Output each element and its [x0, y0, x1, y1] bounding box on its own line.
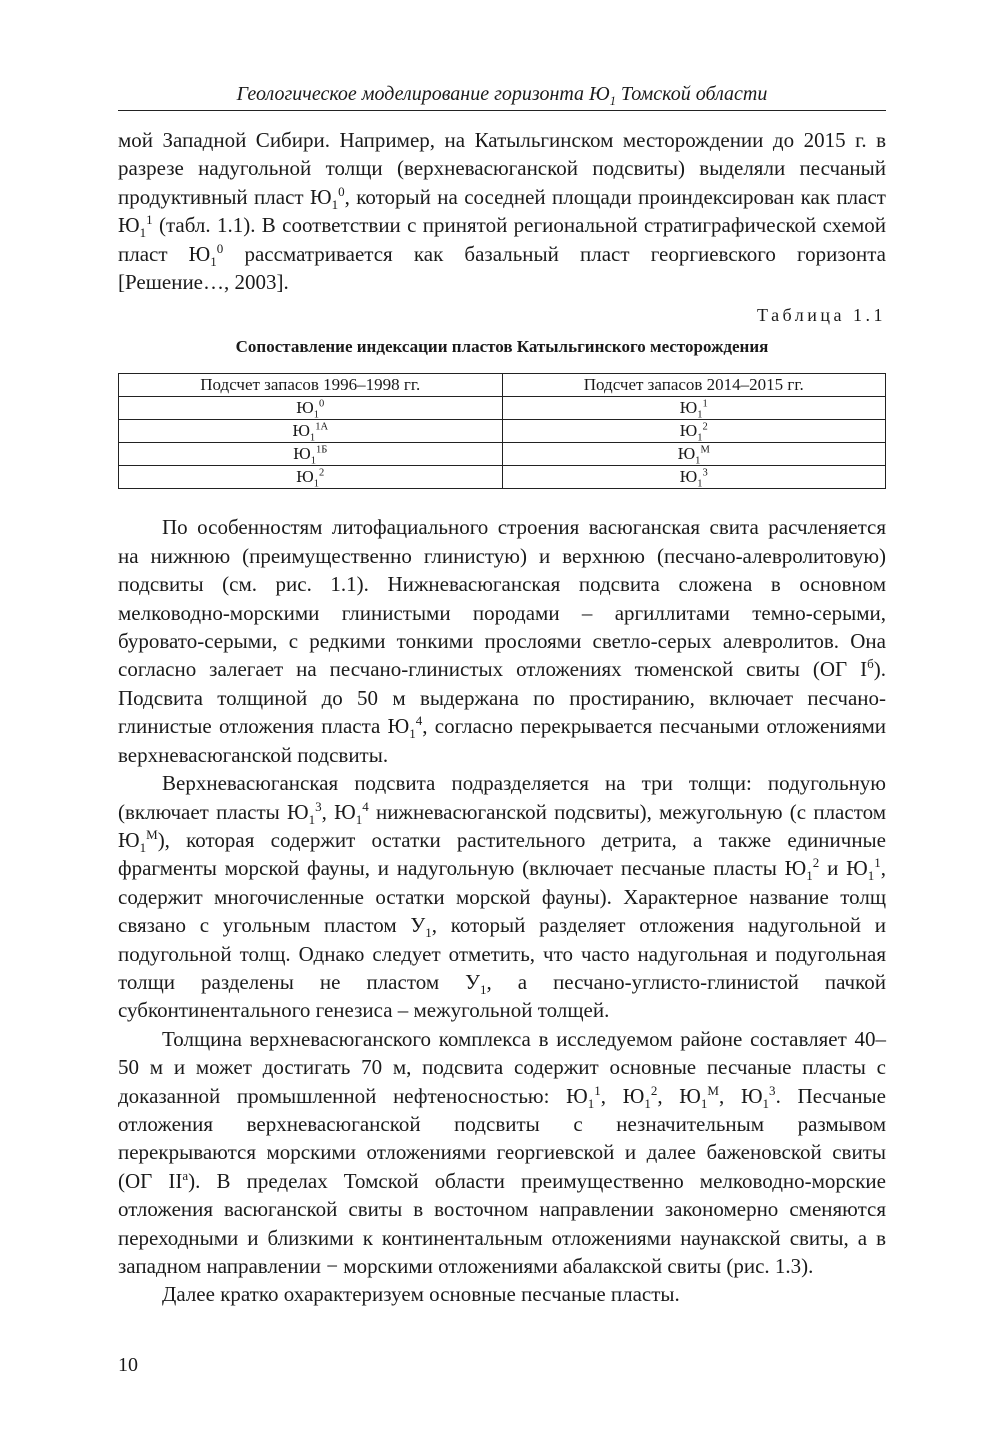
table-cell — [502, 397, 886, 420]
cell-superscript: 2 — [318, 467, 325, 479]
text-run: , который на соседней площади проиндексирован как пласт Ю — [118, 184, 886, 238]
paragraph-intro — [118, 126, 886, 296]
cell-superscript: 1 — [702, 398, 708, 410]
subscript: 1 — [867, 868, 875, 884]
text-run: (табл. 1.1). В соответствии с принятой региональной стратиграфической схемой пласт Ю — [118, 213, 886, 266]
cell-base: Ю — [677, 444, 696, 464]
superscript: 1 — [594, 1082, 601, 1098]
cell-subscript: 1 — [697, 478, 703, 490]
superscript: 2 — [650, 1082, 658, 1098]
text-run: и Ю — [819, 856, 868, 881]
text-run: ). Подсвита толщиной до 50 м выдержана по простиранию, включает песчано-глинистые отложения пласта Ю — [118, 657, 886, 739]
running-header-subscript: 1 — [609, 94, 616, 108]
text-run: ), которая содержит остатки растительного детрита, а также единичные фрагменты морской фауны, и надугольную (включает песчаные пласты Ю — [118, 827, 886, 881]
subscript: 1 — [479, 982, 487, 998]
cell-subscript: 1 — [309, 432, 316, 444]
table-cell — [119, 443, 503, 466]
text-run: , Ю — [600, 1083, 645, 1108]
subscript: 1 — [355, 811, 363, 827]
subscript: 1 — [308, 811, 316, 827]
text-run: . Песчаные отложения верхневасюганской подсвиты с незначительным размывом перекрываются морскими отложениями георгиевской и далее баженовской свиты (ОГ II — [118, 1083, 886, 1193]
table-cell — [502, 420, 886, 443]
subscript: 1 — [700, 1095, 708, 1111]
table-row — [119, 420, 886, 443]
text-run: , а песчано-углисто-глинистой пачкой субконтинентального генезиса – межугольной толщей. — [118, 969, 886, 1023]
cell-base: Ю — [679, 421, 698, 441]
table-row — [119, 443, 886, 466]
subscript: 1 — [331, 197, 339, 212]
superscript: 2 — [812, 855, 820, 871]
running-header-text: Геологическое моделирование горизонта Ю — [236, 83, 610, 105]
superscript: 0 — [216, 240, 224, 256]
superscript: а — [182, 1167, 189, 1183]
text-run: ). В пределах Томской области преимущественно мелководно-морские отложения васюганской свиты в восточном направлении закономерно сменяются переходными и близкими к континентальным отложениями наунакской свиты, а в западном направлении − морскими отложениями абалакской свиты (рис. 1.3). — [118, 1168, 886, 1278]
table-header-cell: Подсчет запасов 1996–1998 гг. — [119, 374, 503, 397]
cell-subscript: 1 — [313, 478, 319, 490]
strata-index-table — [118, 373, 886, 489]
superscript: М — [707, 1082, 719, 1098]
paragraph-thickness — [118, 1025, 886, 1281]
table-cell — [119, 466, 503, 489]
cell-subscript: 1 — [313, 409, 319, 421]
cell-subscript: 1 — [695, 455, 701, 467]
running-header — [118, 80, 886, 108]
cell-base: Ю — [679, 467, 698, 487]
cell-base: Ю — [292, 421, 310, 441]
table-cell — [119, 397, 503, 420]
table-header-cell: Подсчет запасов 2014–2015 гг. — [502, 374, 886, 397]
page-body — [118, 126, 886, 1309]
superscript: б — [867, 656, 874, 672]
subscript: 1 — [139, 225, 147, 241]
text-run: нижневасюганской подсвиты), межугольную (с пластом Ю — [118, 799, 886, 852]
subscript: 1 — [644, 1095, 651, 1111]
cell-base: Ю — [293, 444, 311, 464]
subscript: 1 — [587, 1095, 595, 1111]
page-number: 10 — [118, 1354, 138, 1376]
cell-subscript: 1 — [697, 409, 703, 421]
text-run: Толщина верхневасюганского комплекса в исследуемом районе составляет 40–50 м и может достигать 70 м, подсвита содержит основные песчаные пласты с доказанной промышленной нефтеносностью: Ю — [118, 1026, 886, 1108]
table-cell — [502, 443, 886, 466]
cell-superscript: 0 — [318, 398, 325, 410]
paragraph-vasyugan-lower — [118, 513, 886, 769]
superscript: 1 — [874, 855, 881, 871]
table-title: Сопоставление индексации пластов Катыльгинского месторождения — [235, 337, 769, 357]
cell-subscript: 1 — [310, 455, 316, 467]
cell-base: Ю — [296, 467, 314, 487]
text-run: , Ю — [321, 799, 356, 824]
superscript: 0 — [338, 183, 345, 199]
subscript: 1 — [762, 1095, 770, 1111]
superscript: 3 — [769, 1082, 776, 1098]
subscript: 1 — [210, 253, 217, 269]
text-run: По особенностям литофациального строения васюганская свита расчленяется на нижнюю (преимущественно глинистую) и верхнюю (песчано-алевролитовую) подсвиты (см. рис. 1.1). Нижневасюганская подсвита сложена в основном мелководно-морскими глинистыми породами – аргиллитами темно-серыми, буровато-серыми, с редкими тонкими прослоями светло-серых алевролитов. Она согласно залегает на песчано-глинистых отложениях тюменской свиты (ОГ I — [118, 515, 886, 682]
text-run: мой Западной Сибири. Например, на Катыльгинском месторождении до 2015 г. в разрезе надугольной толщи (верхневасюганской подсвиты) выделяли песчаный продуктивный пласт Ю — [118, 128, 886, 209]
text-run: , Ю — [657, 1083, 701, 1108]
text-run: , который разделяет отложения надугольной и подугольной толщ. Однако следует отметить, что часто надугольная и подугольная толщи разделены не пластом У — [118, 913, 886, 994]
cell-subscript: 1 — [697, 432, 703, 444]
cell-superscript: 2 — [702, 421, 708, 433]
table-header-row — [119, 374, 886, 397]
superscript: 4 — [362, 798, 369, 814]
table-label: Таблица 1.1 — [757, 305, 886, 326]
text-run: рассматривается как базальный пласт георгиевского горизонта [Решение…, 2003]. — [118, 241, 887, 295]
cell-superscript: 3 — [702, 467, 708, 479]
running-header-text-end: Томской области — [615, 83, 768, 105]
text-run: , согласно перекрывается песчаными отложениями верхневасюганской подсвиты. — [118, 714, 887, 767]
subscript: 1 — [425, 925, 432, 941]
table-row — [119, 466, 886, 489]
table-cell — [502, 466, 886, 489]
superscript: 4 — [415, 713, 423, 729]
cell-superscript: 1Б — [315, 444, 328, 456]
cell-base: Ю — [679, 398, 698, 418]
superscript: 3 — [315, 798, 322, 814]
paragraph-vasyugan-upper — [118, 769, 886, 1025]
text-run: Верхневасюганская подсвита подразделяется на три толщи: подугольную (включает пласты Ю — [118, 771, 886, 824]
superscript: 1 — [146, 212, 153, 228]
cell-superscript: М — [700, 444, 710, 456]
subscript: 1 — [139, 840, 147, 856]
superscript: М — [146, 826, 158, 842]
subscript: 1 — [409, 726, 416, 742]
cell-superscript: 1А — [315, 421, 329, 433]
subscript: 1 — [806, 868, 813, 884]
table-cell — [119, 420, 503, 443]
text-run: , содержит многочисленные остатки морской фауны). Характерное название толщ связано с угольным пластом У — [118, 856, 886, 938]
text-run: , Ю — [718, 1083, 763, 1108]
header-rule — [118, 110, 886, 111]
cell-base: Ю — [296, 398, 314, 418]
paragraph-conclusion: Далее кратко охарактеризуем основные песчаные пласты. — [162, 1282, 680, 1307]
table-row — [119, 397, 886, 420]
